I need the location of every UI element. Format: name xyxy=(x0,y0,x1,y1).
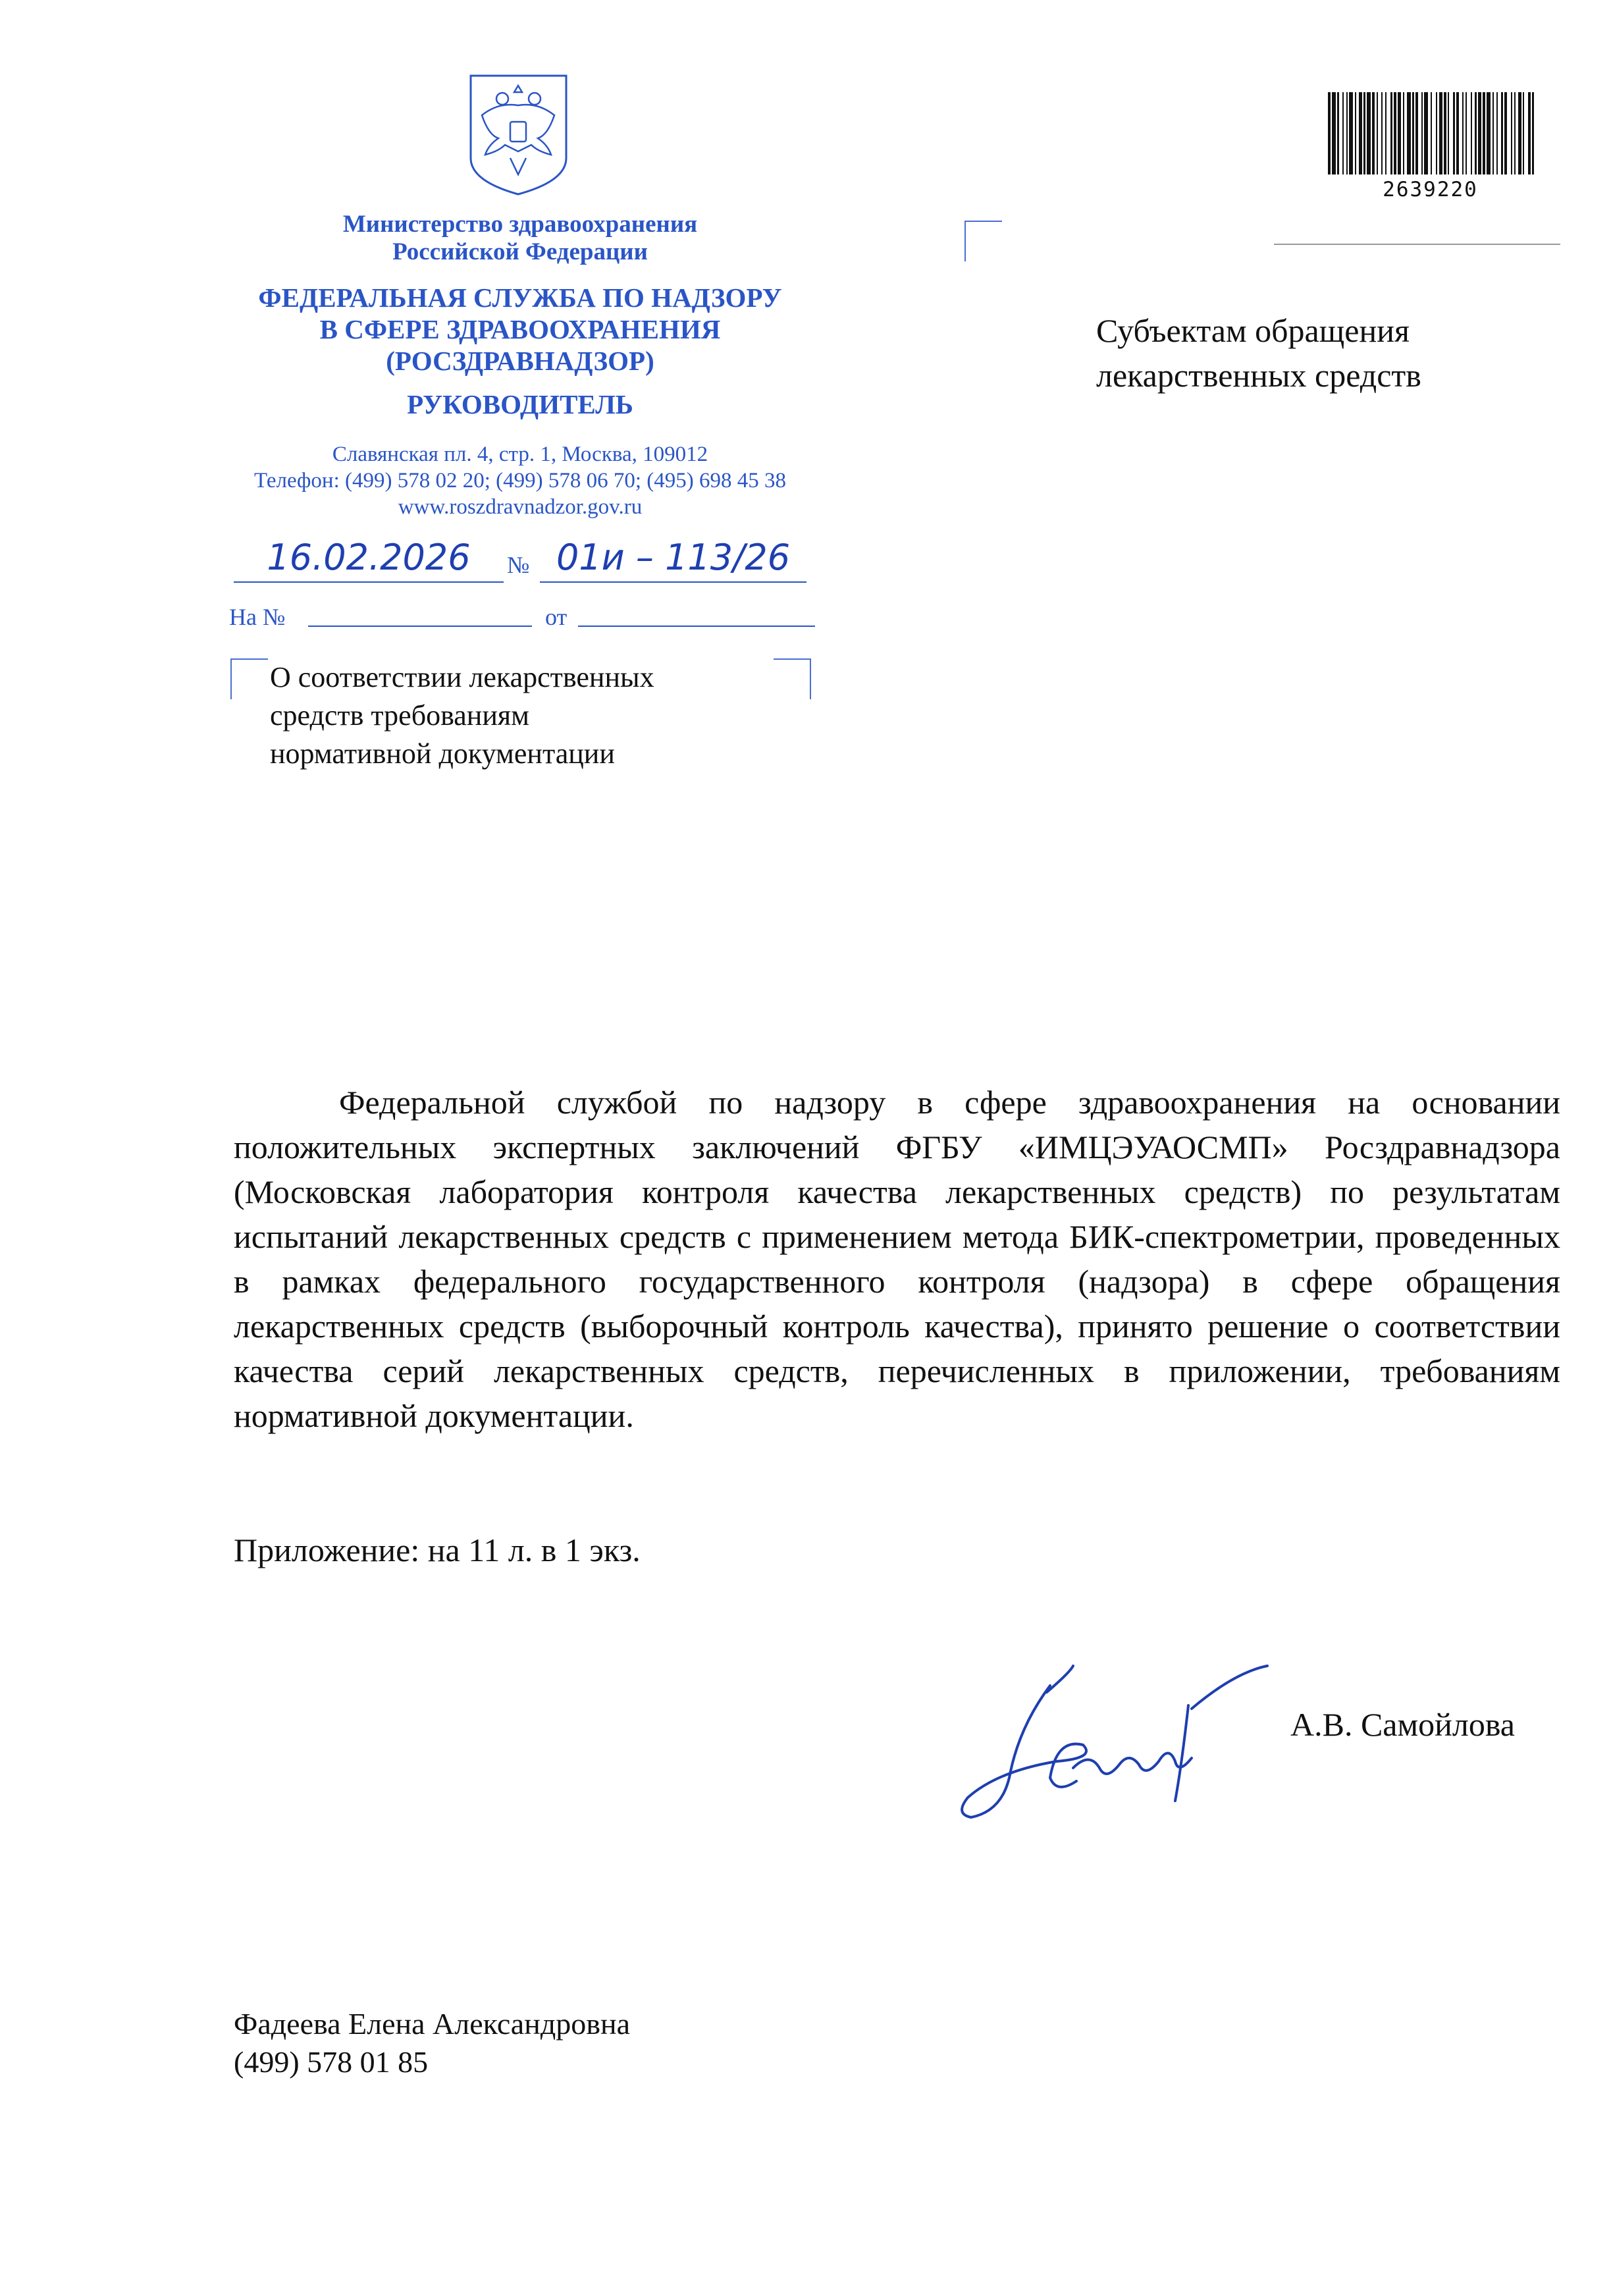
reply-reference-line xyxy=(229,599,815,632)
barcode-bar xyxy=(1377,92,1378,174)
registration-number: 01и – 113/26 xyxy=(540,537,806,583)
barcode-bar xyxy=(1372,92,1375,174)
subject-line-3: нормативной документации xyxy=(270,737,615,770)
barcode-underline xyxy=(1274,244,1560,245)
barcode-bar xyxy=(1436,92,1437,174)
barcode-bar xyxy=(1462,92,1464,174)
barcode-bar xyxy=(1363,92,1365,174)
barcode-number: 2639220 xyxy=(1383,178,1478,201)
barcode-bar xyxy=(1346,92,1348,174)
barcode-bar xyxy=(1514,92,1516,174)
barcode-bar xyxy=(1342,92,1344,174)
barcode-bar xyxy=(1501,92,1503,174)
barcode-bar xyxy=(1421,92,1423,174)
attachment-note: Приложение: на 11 л. в 1 экз. xyxy=(234,1532,641,1568)
ministry-line-1: Министерство здравоохранения xyxy=(342,211,698,238)
contact-block xyxy=(198,441,843,520)
letter-body: Федеральной службой по надзору в сфере здравоохранения на основании положительных экспертных заключений ФГБУ «ИМЦЭУАОСМП» Росздравнадзора (Московская лаборатория контроля качества лекарственных средств) по результатам испытаний лекарственных средств с применением метода БИК-спектрометрии, проведенных в рамках федерального государственного контроля (надзора) в сфере обращения лекарственных средств (выборочный контроль качества), принято решение о соответствии качества серий лекарственных средств, перечисленных в приложении, требованиям нормативной документации. xyxy=(234,1084,1560,1434)
barcode-bar xyxy=(1390,92,1392,174)
service-name xyxy=(198,282,843,377)
barcode-bar xyxy=(1532,92,1534,174)
position-title: РУКОВОДИТЕЛЬ xyxy=(407,389,633,419)
barcode-bar xyxy=(1328,92,1331,174)
double-headed-eagle-emblem-icon xyxy=(464,72,573,198)
barcode-bar xyxy=(1355,92,1356,174)
number-sign: № xyxy=(507,552,530,578)
barcode-bar xyxy=(1349,92,1353,174)
barcode-bar xyxy=(1381,92,1383,174)
recipient-line-1: Субъектам обращения xyxy=(1096,312,1410,349)
service-line-3: (РОСЗДРАВНАДЗОР) xyxy=(386,346,654,376)
barcode-bar xyxy=(1394,92,1396,174)
barcode-bar xyxy=(1424,92,1428,174)
barcode-bar xyxy=(1475,92,1477,174)
barcode-bar xyxy=(1487,92,1491,174)
website-link: www.roszdravnadzor.gov.ru xyxy=(398,495,643,519)
executor-name: Фадеева Елена Александровна xyxy=(234,2007,630,2041)
barcode-bar xyxy=(1471,92,1472,174)
recipient-line-2: лекарственных средств xyxy=(1096,357,1421,394)
service-line-2: В СФЕРЕ ЗДРАВООХРАНЕНИЯ xyxy=(319,314,721,344)
barcode-bar xyxy=(1518,92,1521,174)
barcode-bar xyxy=(1492,92,1494,174)
barcode-bar xyxy=(1359,92,1362,174)
recipient-bracket-left xyxy=(964,221,1002,261)
barcode-bar xyxy=(1483,92,1485,174)
reply-number-blank xyxy=(308,599,532,627)
recipient-block xyxy=(1096,308,1504,398)
subject-line-2: средств требованиям xyxy=(270,699,529,732)
reply-number-label: На № xyxy=(229,604,286,630)
letter-subject xyxy=(270,658,770,773)
address: Славянская пл. 4, стр. 1, Москва, 109012 xyxy=(332,442,708,466)
registration-date: 16.02.2026 xyxy=(234,537,504,583)
executor-block xyxy=(234,2005,630,2081)
reply-from-label: от xyxy=(545,604,568,630)
barcode-bar xyxy=(1511,92,1512,174)
handwritten-signature xyxy=(958,1646,1300,1844)
registration-line xyxy=(234,537,813,589)
barcode-bar xyxy=(1496,92,1498,174)
reply-date-blank xyxy=(578,599,815,627)
executor-phone: (499) 578 01 85 xyxy=(234,2045,429,2079)
barcode-bar xyxy=(1523,92,1524,174)
barcode-bar xyxy=(1528,92,1531,174)
barcode-bar xyxy=(1407,92,1411,174)
barcode-bar xyxy=(1332,92,1336,174)
barcode-bar xyxy=(1431,92,1432,174)
barcode-bar xyxy=(1367,92,1371,174)
barcode-bar xyxy=(1439,92,1442,174)
subject-bracket-right xyxy=(774,658,811,699)
barcode-bar xyxy=(1466,92,1467,174)
barcode-bar xyxy=(1456,92,1459,174)
barcode-bar xyxy=(1403,92,1404,174)
barcode-bar xyxy=(1444,92,1446,174)
barcode-bar xyxy=(1398,92,1401,174)
barcode-bar xyxy=(1453,92,1455,174)
phone: Телефон: (499) 578 02 20; (499) 578 06 70; (495) 698 45 38 xyxy=(253,469,787,493)
subject-line-1: О соответствии лекарственных xyxy=(270,661,654,693)
ministry-name xyxy=(198,211,843,266)
barcode-bar xyxy=(1385,92,1387,174)
barcode-bar xyxy=(1412,92,1414,174)
barcode-bar xyxy=(1504,92,1507,174)
service-line-1: ФЕДЕРАЛЬНАЯ СЛУЖБА ПО НАДЗОРУ xyxy=(258,282,782,313)
signer-name: А.В. Самойлова xyxy=(1290,1706,1515,1743)
subject-bracket-left xyxy=(230,658,268,699)
ministry-line-2: Российской Федерации xyxy=(392,238,648,265)
barcode-bar xyxy=(1337,92,1339,174)
barcode-bar xyxy=(1478,92,1481,174)
barcode xyxy=(1327,92,1534,178)
barcode-bar xyxy=(1448,92,1449,174)
barcode-bar xyxy=(1415,92,1418,174)
